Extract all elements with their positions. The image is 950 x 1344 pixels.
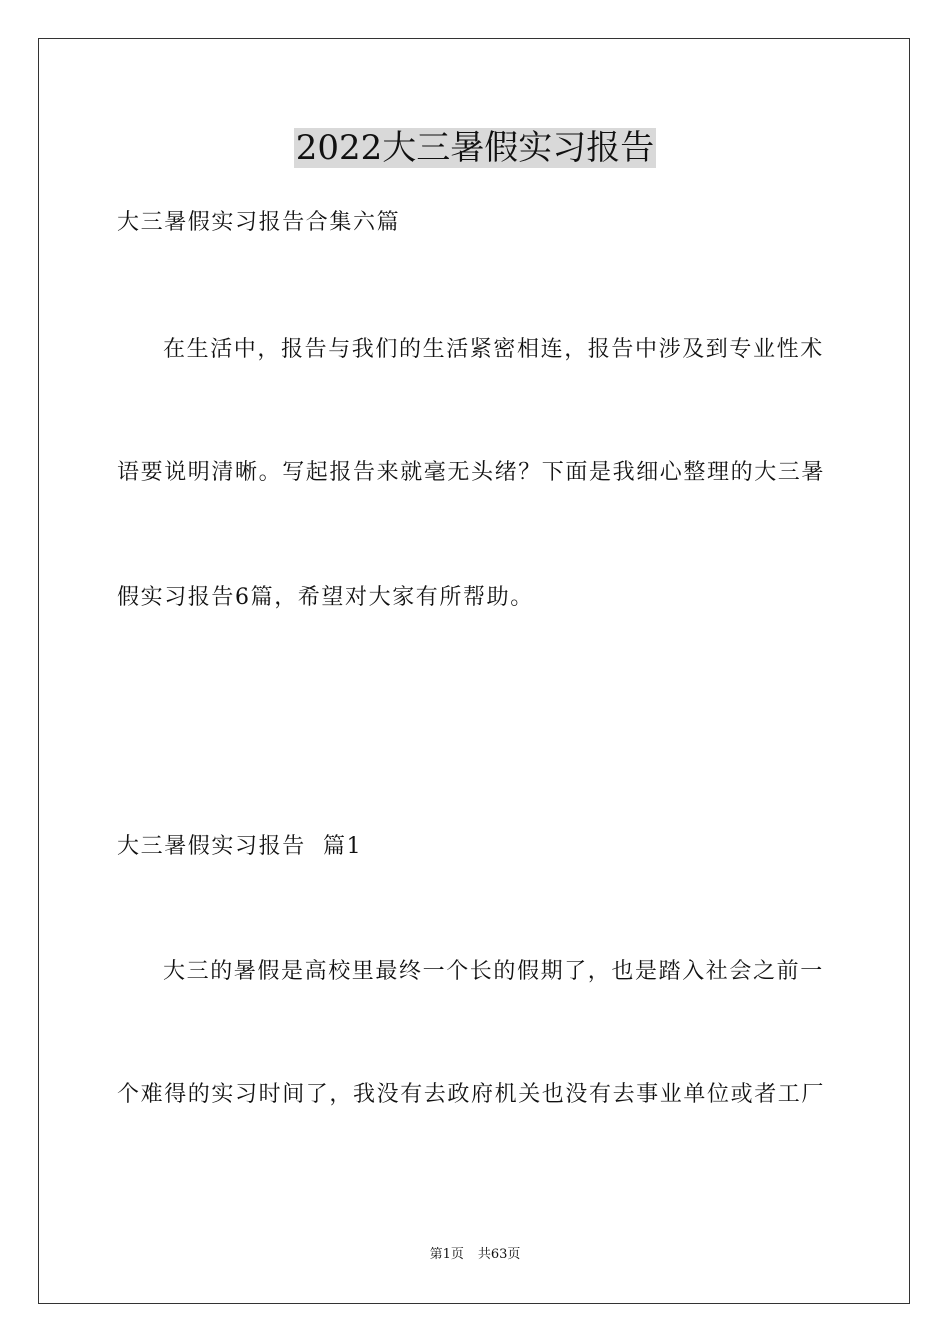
section-heading: 大三暑假实习报告 篇1 bbox=[117, 834, 363, 859]
document-subtitle: 大三暑假实习报告合集六篇 bbox=[117, 210, 401, 235]
section-line-2: 个难得的实习时间了，我没有去政府机关也没有去事业单位或者工厂 bbox=[117, 1082, 826, 1107]
page-number: 第1页 bbox=[429, 1247, 464, 1262]
section-line-1: 大三的暑假是高校里最终一个长的假期了，也是踏入社会之前一 bbox=[163, 959, 824, 984]
page-footer bbox=[0, 1246, 950, 1264]
intro-line-3: 假实习报告6篇，希望对大家有所帮助。 bbox=[117, 585, 534, 610]
page-total: 共63页 bbox=[477, 1247, 521, 1262]
document-title-text: 2022大三暑假实习报告 bbox=[295, 128, 655, 168]
document-title bbox=[0, 124, 950, 172]
intro-line-2: 语要说明清晰。写起报告来就毫无头绪？下面是我细心整理的大三暑 bbox=[117, 460, 826, 485]
intro-line-1: 在生活中，报告与我们的生活紧密相连，报告中涉及到专业性术 bbox=[163, 337, 824, 362]
